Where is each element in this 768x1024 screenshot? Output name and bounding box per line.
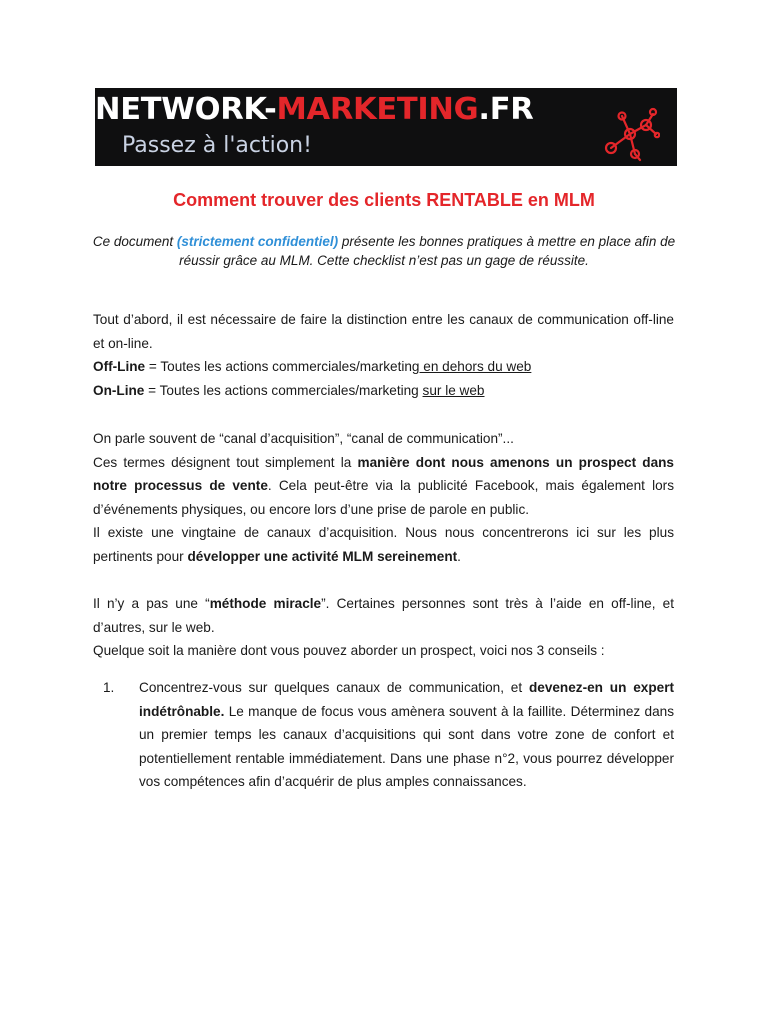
list-number: 1. [103,680,115,695]
list-item [93,676,674,794]
section-methode [93,592,674,663]
termes-text-end: . Cela peut-être via la publicité Facebook, mais également lors d’événements physiques, ou encore lors d’une prise de parole en public. [93,478,674,517]
offline-label: Off-Line [93,359,146,374]
intro-text-start: Ce document [92,234,177,249]
intro-text-end: présente les bonnes pratiques à mettre en place afin de réussir grâce au MLM. Cette checklist n’est pas un gage de réussite. [179,234,676,268]
paragraph-vingtaine [93,521,674,568]
methode-text-start: Il n’y a pas une “ [93,596,210,611]
online-label: On-Line [93,382,145,398]
brand-part-marketing: MARKETING [276,92,479,127]
offline-underlined: en dehors du web [419,359,532,374]
document-title: Comment trouver des clients RENTABLE en MLM [173,190,595,210]
online-text: = Toutes les actions commerciales/marketing [144,382,423,398]
paragraph-termes [93,451,674,522]
vingtaine-text-end: . [457,548,461,564]
offline-definition [93,355,674,379]
banner-tagline: Passez à l'action! [122,133,312,158]
online-underlined: sur le web [422,382,485,398]
intro-paragraph [84,232,684,270]
advice-list [93,676,674,794]
brand-part-network: NETWORK- [95,92,277,127]
methode-bold: méthode miracle [209,596,322,611]
termes-text-start: Ces termes désignent tout simplement la [93,454,358,470]
paragraph-conseils: Quelque soit la manière dont vous pouvez aborder un prospect, voici nos 3 conseils : [93,643,605,658]
online-definition [93,379,674,403]
section-acquisition [93,427,674,568]
paragraph-canal: On parle souvent de “canal d’acquisition”, “canal de communication”... [93,431,514,446]
vingtaine-text-start: Il existe une vingtaine de canaux d’acquisition. Nous nous concentrerons ici sur les plus pertinents pour [93,525,674,564]
section-channels [93,308,674,402]
list-text-end: Le manque de focus vous amènera souvent à la faillite. Déterminez dans un premier temps les canaux d’acquisitions qui sont dans votre zone de confort et potentiellement rentable immédiatement. Dans une phase n°2, vous pourrez développer vos compétences afin d’acquérir de plus amples connaissances. [139,703,674,789]
methode-text-end: ”. Certaines personnes sont très à l’aide en off-line, et d’autres, sur le web. [93,596,674,635]
brand-part-fr: .FR [478,92,534,127]
brand-logo-text [95,90,533,130]
termes-bold: manière dont nous amenons un prospect dans notre processus de vente [93,454,674,493]
offline-text: = Toutes les actions commerciales/marketing [145,359,420,374]
header-banner [95,88,677,166]
paragraph-methode [93,592,674,639]
confidential-highlight: (strictement confidentiel) [176,234,339,249]
list-text-bold: devenez-en un expert indétrônable. [139,680,675,719]
list-text-start: Concentrez-vous sur quelques canaux de communication, et [139,680,529,695]
network-nodes-icon [600,104,660,162]
list-item-text [139,676,674,794]
paragraph-distinction: Tout d’abord, il est nécessaire de faire la distinction entre les canaux de communication off-line et on-line. [93,312,674,351]
vingtaine-bold: développer une activité MLM sereinement [187,548,458,564]
